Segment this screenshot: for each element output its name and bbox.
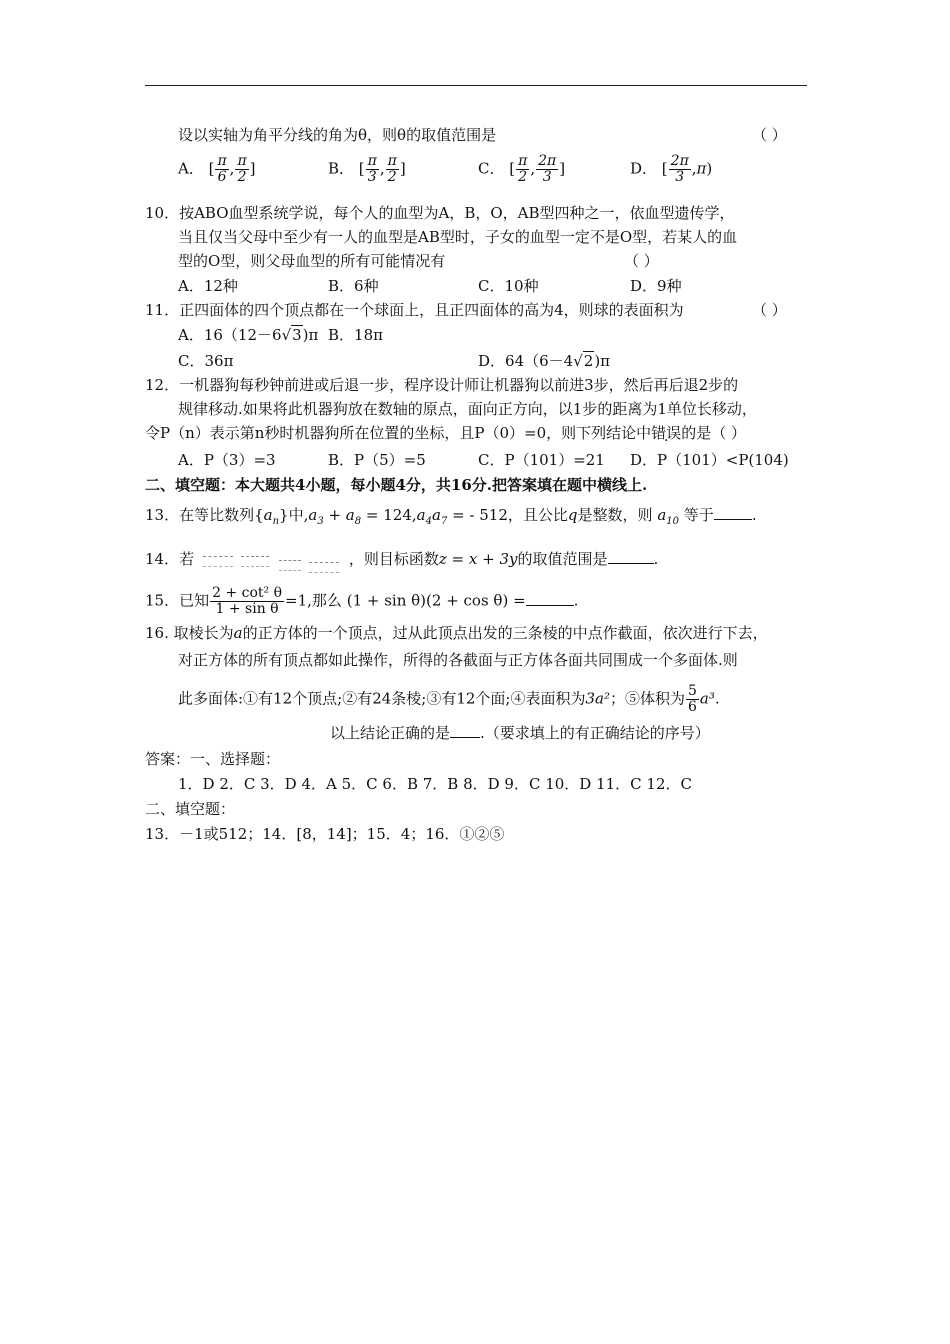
q13-text: = - 512 <box>452 506 508 524</box>
option-text: A．16（12－6 <box>178 326 282 344</box>
q15-text: =1, <box>285 591 312 610</box>
q16-text: 此多面体:①有12个顶点;②有24条棱;③有12个面;④表面积为 <box>178 689 586 708</box>
q13-text: 等于 <box>683 506 714 524</box>
q10-bracket: （ ） <box>624 252 659 270</box>
q11-bracket: （ ） <box>752 301 787 319</box>
answers-choice: 1．D 2．C 3．D 4．A 5．C 6．B 7．B 8．D 9．C 10．D 11．C 12．C <box>178 775 692 793</box>
q12-line-2: 规律移动.如果将此机器狗放在数轴的原点，面向正方向，以1步的距离为1单位长移动， <box>178 400 757 418</box>
answers-heading: 答案：一、选择题： <box>145 750 281 768</box>
q13-text: ，且公比 <box>507 506 568 524</box>
q16-var: a <box>233 624 243 642</box>
q13-text: 是整数，则 <box>577 506 653 524</box>
q12-option-b: B．P（5）=5 <box>328 451 426 469</box>
radicand: 2 <box>583 352 594 370</box>
q16-vol-var: a³ <box>699 689 715 708</box>
q10-option-c: C．10种 <box>478 277 539 295</box>
section-2-heading: 二、填空题：本大题共4小题，每小题4分，共16分.把答案填在题中横线上. <box>145 476 648 494</box>
q11-stem: 11．正四面体的四个顶点都在一个球面上，且正四面体的高为4，则球的表面积为 <box>145 301 684 319</box>
q9-bracket: （ ） <box>752 126 787 144</box>
q10-option-b: B．6种 <box>328 277 379 295</box>
q16-vol-denominator: 6 <box>688 699 697 715</box>
q16-line-3 <box>178 684 720 715</box>
answer-blank[interactable] <box>608 549 654 564</box>
q9-option-b: B． [ $\frac{\pi}{3}$ , $\frac{\pi}{2}$ ] <box>328 153 406 185</box>
q12-line-1: 12．一机器狗每秒钟前进或后退一步，程序设计师让机器狗以前进3步，然后再后退2步的 <box>145 376 739 394</box>
q15-denominator: 1 + sin θ <box>215 601 279 617</box>
option-label: C． <box>478 159 505 178</box>
answer-blank[interactable] <box>714 505 752 520</box>
q16-line-4 <box>330 722 710 744</box>
q12-text: 令P（n）表示第n秒时机器狗所在位置的坐标，且P（0）=0，则下列结论中 <box>145 424 652 442</box>
q13-text: . <box>751 506 757 524</box>
option-label: B． <box>328 159 355 178</box>
q15-text: 那么 <box>311 591 342 610</box>
q13-var: q <box>567 506 578 524</box>
q11-option-a: A．16（12－6√3)π <box>178 326 319 344</box>
q16-text: . <box>714 689 720 708</box>
q10-option-a: A．12种 <box>178 277 238 295</box>
header-rule <box>145 85 807 86</box>
q16-text: 16. 取棱长为 <box>145 624 234 642</box>
q14 <box>145 548 658 570</box>
q16-text: .（要求填上的有正确结论的序号） <box>480 724 710 742</box>
q14-text: 14．若 <box>145 550 195 568</box>
q13-text: = 124, <box>365 506 417 524</box>
q11-option-c: C．36π <box>178 352 234 370</box>
q12-option-c: C．P（101）=21 <box>478 451 605 469</box>
q15 <box>145 586 578 617</box>
q12-option-a: A．P（3）=3 <box>178 451 276 469</box>
q16-line-1 <box>145 622 768 644</box>
q16-text: ；⑤体积为 <box>609 689 685 708</box>
q14-text: . <box>653 550 659 568</box>
q14-text: ，则目标函数 <box>348 550 439 568</box>
q16-area: 3a² <box>585 689 610 708</box>
q16-line-2: 对正方体的所有顶点都如此操作，所得的各截面与正方体各面共同围成一个多面体.则 <box>178 651 738 669</box>
option-label: A． <box>178 159 204 178</box>
q15-text: 15．已知 <box>145 591 210 610</box>
q13-text: }中, <box>279 506 309 524</box>
answer-blank[interactable] <box>526 591 574 606</box>
q15-text: . <box>573 591 579 610</box>
q12-text: 的是（ ） <box>681 424 746 442</box>
q14-text: 的取值范围是 <box>517 550 608 568</box>
q13: 13．在等比数列$\{a_n\}$中$,a_3 + a_8 = 124,a_4a_7$ = - 512，且公比q是整数，则 $a_{10}$ 等于 . <box>145 506 757 527</box>
q16-text: 以上结论正确的是 <box>330 724 451 742</box>
q16-vol-numerator: 5 <box>688 683 697 699</box>
q9-stem: 设以实轴为角平分线的角为θ，则θ的取值范围是 <box>178 126 497 144</box>
q9-option-d: D． [ $\frac{2\pi}{3}$ ,π) <box>630 153 713 185</box>
q11-option-b: B．18π <box>328 326 383 344</box>
q12-option-d: D．P（101）<P(104) <box>630 451 789 469</box>
q16-text: 的正方体的一个顶点，过从此顶点出发的三条棱的中点作截面，依次进行下去， <box>242 624 768 642</box>
blurred-constraint-image <box>199 552 349 568</box>
option-text: D．64（6－4 <box>478 352 574 370</box>
q13-text: 13．在等比数列{ <box>145 506 264 524</box>
radicand: 3 <box>292 326 302 344</box>
q10-line-1: 10．按ABO血型系统学说，每个人的血型为A，B，O，AB型四种之一，依血型遗传学， <box>145 204 735 222</box>
option-text: )π <box>302 326 319 344</box>
q10-line-2: 当且仅当父母中至少有一人的血型是AB型时，子女的血型一定不是O型，若某人的血 <box>178 228 738 246</box>
q9-option-a: A． [ $\frac{\pi}{6}$ , $\frac{\pi}{2}$ ] <box>178 153 256 185</box>
q14-function: z = x + 3y <box>438 550 518 568</box>
q9-option-c: C． [ $\frac{\pi}{2}$ , $\frac{2\pi}{3}$ ] <box>478 153 566 185</box>
q15-numerator: 2 + cot² θ <box>212 585 283 601</box>
q11-option-d: D．64（6－4√2)π <box>478 352 611 370</box>
q10-line-3: 型的O型，则父母血型的所有可能情况有 <box>178 252 446 270</box>
option-label: D． <box>630 159 658 178</box>
answer-blank[interactable] <box>450 723 480 738</box>
option-text: )π <box>594 352 611 370</box>
q15-expression: (1 + sin θ)(2 + cos θ) = <box>346 591 526 610</box>
answers-fill: 13．－1或512；14．[8，14]；15．4；16．①②⑤ <box>145 825 505 843</box>
q10-option-d: D．9种 <box>630 277 682 295</box>
answers-fill-heading: 二、填空题： <box>145 800 236 818</box>
q12-line-3 <box>145 422 746 444</box>
q12-emphasis: 错误 <box>651 424 682 442</box>
